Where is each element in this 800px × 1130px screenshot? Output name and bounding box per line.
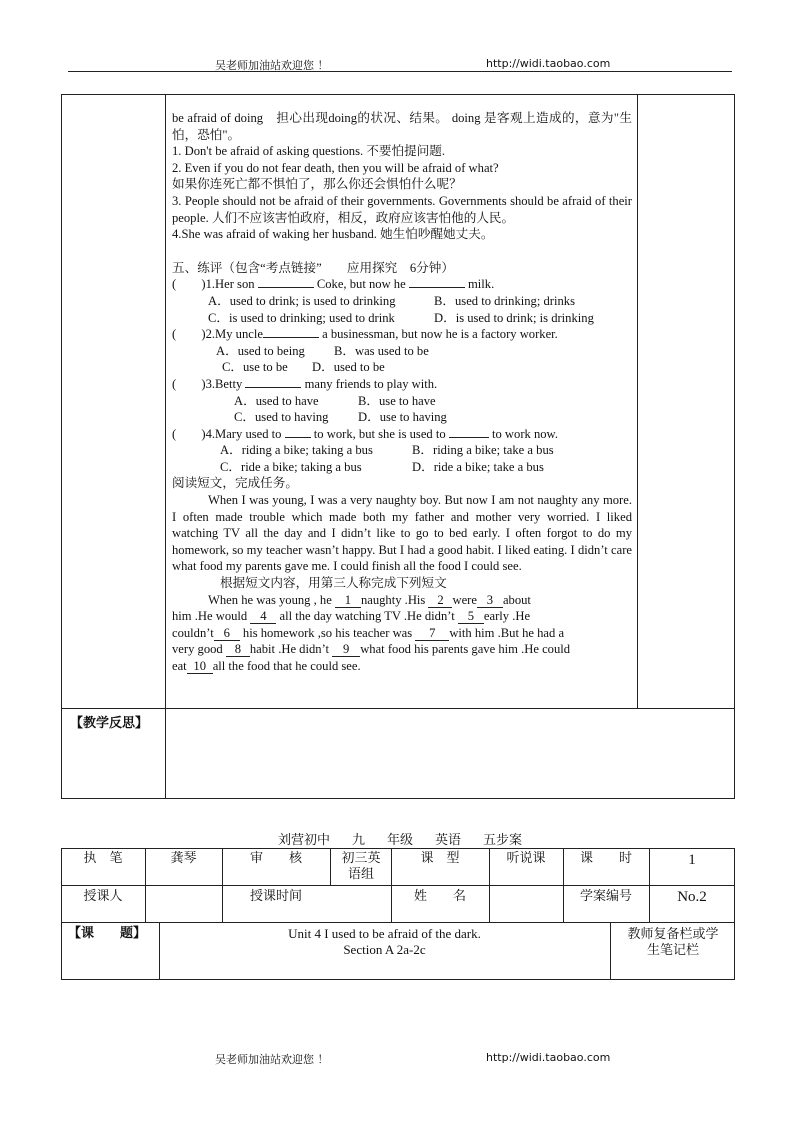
question-2: ( )2.My uncle a businessman, but now he is a factory worker. [172,327,558,342]
question-1-options-cd: C．is used to drinking; used to drink D．is used to drink; is drinking [208,310,594,325]
example-2-en: 2. Even if you do not fear death, then you will be afraid of what? [172,160,499,175]
number-label: 学案编号 [579,888,632,903]
number-value: No.2 [677,889,707,905]
teacher-label: 授课人 [83,888,123,903]
task-line-2: him .He would 4 all the day watching TV .He didn’t 5 early .He [172,609,531,624]
type-value: 听说课 [506,850,546,865]
answer-blank [263,337,319,338]
question-4-options-ab: A．riding a bike; taking a bus B．riding a bike; take a bus [220,443,554,458]
plan-title: 刘营初中 九 年级 英语 五步案 [277,832,523,847]
footer-welcome: 吴老师加油站欢迎您 ！ [215,1053,329,1066]
review-label: 审 核 [249,850,302,865]
hours-value: 1 [688,852,696,868]
answer-blank-3: 3 [477,594,503,608]
answer-blank [285,437,311,438]
question-4-options-cd: C．ride a bike; taking a bus D．ride a bike; take a bus [220,459,544,474]
header-rule [68,71,732,72]
answer-blank-6: 6 [214,627,240,641]
task-title: 根据短文内容，用第三人称完成下列短文 [220,576,447,591]
example-4: 4.She was afraid of waking her husband. 她生怕吵醒她丈夫。 [172,227,494,242]
task-line-1: When he was young , he 1 naughty .His 2 were 3 about [208,592,531,607]
section-5-title: 五、练评（包含“考点链接” 应用探究 6分钟） [172,260,454,275]
type-label: 课 型 [420,850,460,865]
writer-value: 龚琴 [170,850,197,865]
answer-blank-1: 1 [335,594,361,608]
answer-blank-4: 4 [250,610,276,624]
hours-label: 课 时 [579,850,632,865]
lesson-content [172,110,632,675]
question-3-options-cd: C．used to having D．use to having [234,410,447,425]
answer-blank [258,287,314,288]
question-2-options-ab: A．used to being B．was used to be [216,343,429,358]
topic-line-1: Unit 4 I used to be afraid of the dark. [288,926,481,941]
answer-blank [449,437,489,438]
time-label: 授课时间 [249,888,302,903]
topic-line-2: Section A 2a-2c [343,942,426,957]
task-line-3: couldn’t 6 his homework ,so his teacher was 7 with him .But he had a [172,625,565,640]
answer-blank-9: 9 [332,643,360,657]
table-divider-right [637,94,638,708]
footer-url: http://widi.taobao.com [486,1051,611,1064]
afraid-intro: be afraid of doing 担心出现doing的状况、结果。 doing 是客观上造成的，意为"生怕，恐怕"。 [172,111,632,142]
question-3-options-ab: A．used to have B．use to have [234,393,436,408]
task-line-5: eat 10 all the food that he could see. [172,659,361,673]
answer-blank-10: 10 [187,660,213,674]
question-2-options-cd: C．use to be D．used to be [222,360,385,375]
writer-label: 执 笔 [83,850,123,865]
example-3: 3. People should not be afraid of their governments. Governments should be afraid of their people. 人们不应该害怕政府，相反，政府应该害怕他的人民。 [172,193,632,225]
reading-title: 阅读短文，完成任务。 [172,476,298,491]
question-1-options-ab: A．used to drink; is used to drinking B．used to drinking; drinks [208,293,575,308]
teaching-reflection-label: 【教学反思】 [70,716,149,731]
example-1: 1. Don't be afraid of asking questions. 不要怕提问题. [172,144,445,159]
review-group: 初三英语组 [341,850,381,881]
reading-passage: When I was young, I was a very naughty boy. But now I am not naughty any more. I often made trouble which made both my father and mother very worried. I liked watching TV all the day and I didn’t like to go to bed early. I often forgot to do my homework, so my teacher wasn’t happy. But I had a good habit. I liked eating. I didn’t care what food my parents gave me. I could finish all the food I could see. [172,493,632,574]
question-3: ( )3.Betty many friends to play with. [172,376,438,391]
table-divider-left [165,94,166,799]
answer-blank-8: 8 [226,643,250,657]
task-line-4: very good 8 habit .He didn’t 9 what food his parents gave him .He could [172,642,571,657]
question-1: ( )1.Her son Coke, but now he milk. [172,277,495,292]
answer-blank [409,287,465,288]
example-2-zh: 如果你连死亡都不惧怕了，那么你还会惧怕什么呢？ [172,177,462,192]
header-url: http://widi.taobao.com [486,57,611,70]
answer-blank-5: 5 [458,610,484,624]
table-divider-row [61,708,735,709]
answer-blank-7: 7 [415,627,449,641]
notes-label: 教师复备栏或学生笔记栏 [627,926,719,957]
name-label: 姓 名 [413,888,466,903]
topic-label: 【课 题】 [68,926,147,941]
header-welcome: 吴老师加油站欢迎您 ！ [215,59,329,72]
answer-blank-2: 2 [428,594,452,608]
answer-blank [245,387,301,388]
plan-table [61,848,735,980]
question-4: ( )4.Mary used to to work, but she is used to to work now. [172,426,558,441]
